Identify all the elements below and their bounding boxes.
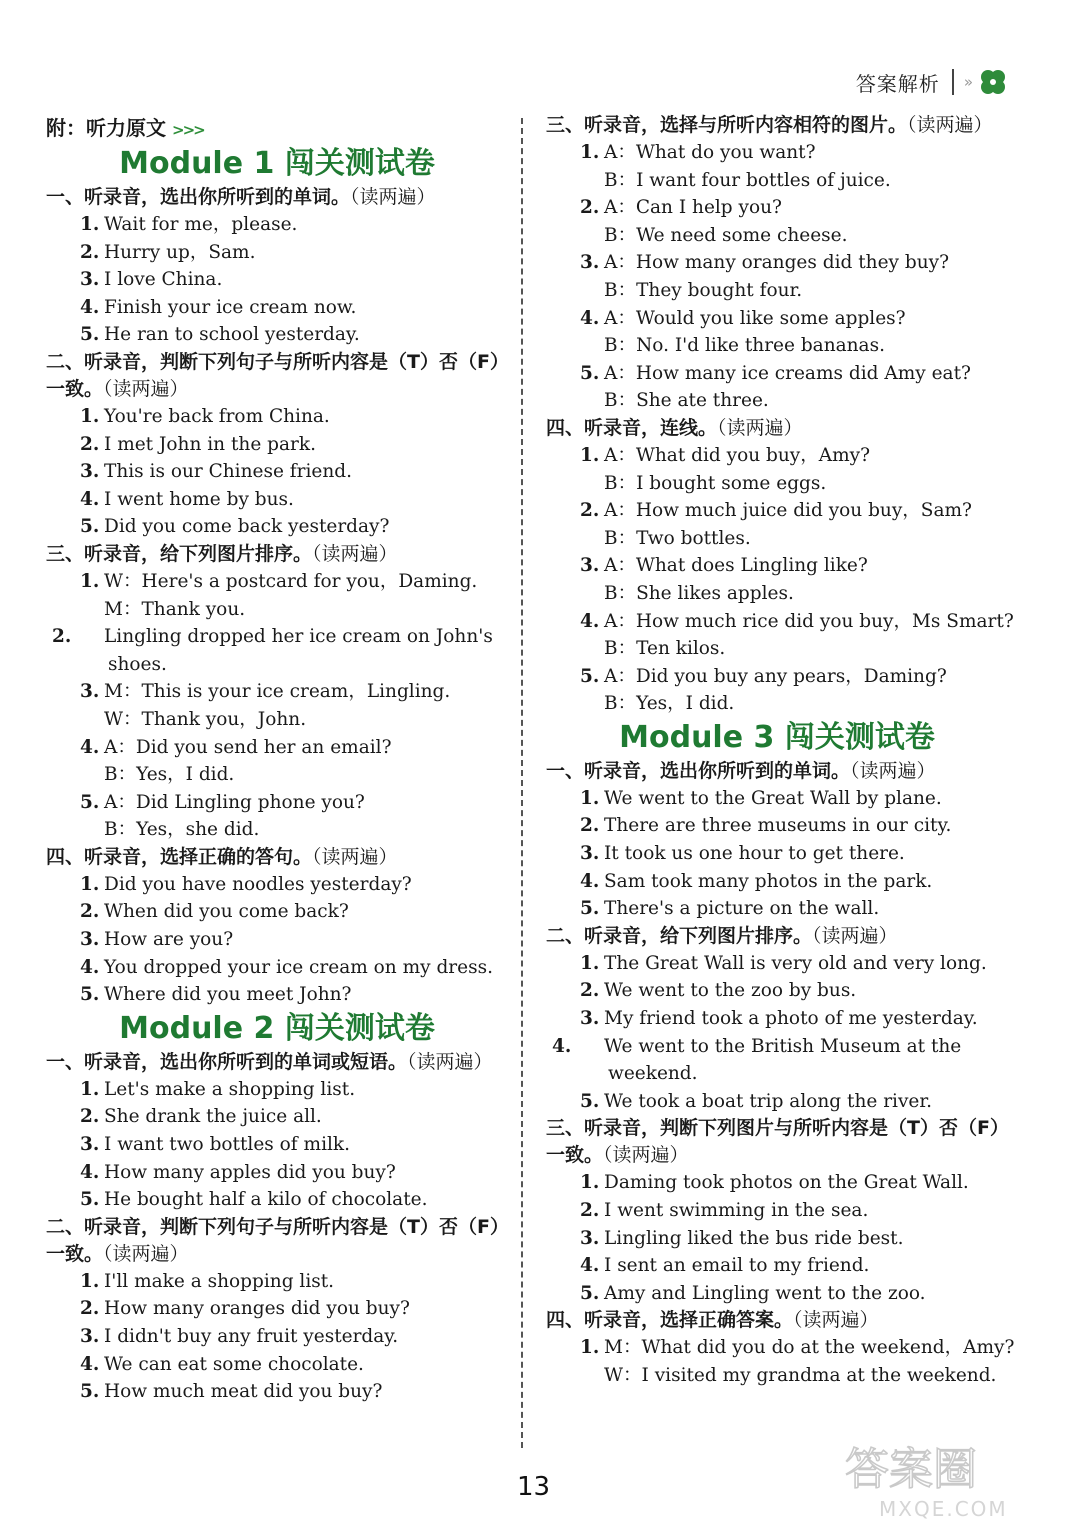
list-item: 5. We took a boat trip along the river. bbox=[580, 1090, 933, 1112]
list-item: 2. There are three museums in our city. bbox=[580, 815, 952, 837]
list-item: 5. Amy and Lingling went to the zoo. bbox=[580, 1282, 926, 1304]
appendix-arrows-icon: >>> bbox=[172, 121, 204, 139]
section-heading: 四、听录音，选择正确答案。（读两遍） bbox=[546, 1309, 879, 1332]
watermark-main: 答案圈 bbox=[845, 1444, 977, 1495]
list-item: 5. He bought half a kilo of chocolate. bbox=[80, 1189, 428, 1211]
section-heading: 一、听录音，选出你所听到的单词。（读两遍） bbox=[546, 759, 936, 782]
list-item: 2. A：Can I help you? bbox=[580, 197, 782, 219]
list-item: 2. When did you come back? bbox=[80, 901, 349, 923]
list-item: 5. A：Did Lingling phone you? bbox=[80, 791, 365, 813]
dialogue-line: B：Yes，I did. bbox=[604, 693, 735, 715]
list-item: 1. You're back from China. bbox=[80, 405, 330, 427]
list-item: 4. How many apples did you buy? bbox=[80, 1161, 396, 1183]
dialogue-line: B：No. I'd like three bananas. bbox=[604, 335, 885, 357]
list-item: 1. W：Here's a postcard for you，Daming. bbox=[80, 570, 478, 592]
list-item: 2. She drank the juice all. bbox=[80, 1106, 322, 1128]
list-item: 4. A：Did you send her an email? bbox=[80, 736, 392, 758]
list-item: 1. A：What did you buy，Amy? bbox=[580, 444, 870, 466]
list-item: 1. I'll make a shopping list. bbox=[80, 1270, 335, 1292]
list-item: 2. Hurry up，Sam. bbox=[80, 241, 256, 263]
section-heading: 四、听录音，选择正确的答句。（读两遍） bbox=[46, 845, 398, 868]
list-item: 4. Finish your ice cream now. bbox=[80, 296, 357, 318]
section-heading: 一、听录音，选出你所听到的单词。（读两遍） bbox=[46, 186, 436, 208]
section-heading: 二、听录音，判断下列句子与所听内容是（T）否（F）一致。（读两遍） bbox=[46, 350, 500, 400]
watermark-logo bbox=[839, 1434, 1039, 1524]
list-item: 3. I didn't buy any fruit yesterday. bbox=[80, 1326, 399, 1347]
module-1-title: Module 1 闯关测试卷 bbox=[119, 146, 435, 181]
list-item: 3. It took us one hour to get there. bbox=[580, 843, 905, 865]
clover-logo-icon bbox=[977, 66, 1009, 98]
list-item: 1. A：What do you want? bbox=[580, 142, 816, 163]
list-item: 3. A：How many oranges did they buy? bbox=[580, 252, 949, 274]
list-item: 3. How are you? bbox=[80, 929, 234, 951]
section-heading: 四、听录音，连线。（读两遍） bbox=[546, 416, 803, 439]
section-heading: 一、听录音，选出你所听到的单词或短语。（读两遍） bbox=[46, 1050, 493, 1073]
list-item: 5. He ran to school yesterday. bbox=[80, 324, 360, 346]
header-title: 答案解析 bbox=[855, 71, 940, 96]
column-divider bbox=[521, 118, 523, 1448]
module-2-title: Module 2 闯关测试卷 bbox=[119, 1010, 435, 1046]
list-item: 4. I sent an email to my friend. bbox=[580, 1255, 870, 1277]
list-item: 1. The Great Wall is very old and very long. bbox=[580, 952, 987, 974]
list-item: 1. Let's make a shopping list. bbox=[80, 1078, 356, 1100]
list-item: 3. This is our Chinese friend. bbox=[80, 461, 352, 483]
list-item: 3. I want two bottles of milk. bbox=[80, 1134, 350, 1156]
dialogue-line: B：I bought some eggs. bbox=[604, 472, 827, 494]
list-item: 4. A：How much rice did you buy，Ms Smart? bbox=[580, 610, 1014, 632]
list-item: 4. We went to the British Museum at the weekend. bbox=[552, 1035, 962, 1085]
list-item: 4. A：Would you like some apples? bbox=[580, 307, 906, 329]
list-item: 2. How many oranges did you buy? bbox=[80, 1298, 410, 1320]
section-heading: 二、听录音，判断下列句子与所听内容是（T）否（F）一致。（读两遍） bbox=[46, 1215, 500, 1265]
section-heading: 三、听录音，判断下列图片与所听内容是（T）否（F）一致。（读两遍） bbox=[546, 1117, 1000, 1167]
list-item: 3. My friend took a photo of me yesterday. bbox=[580, 1008, 978, 1030]
dialogue-line: W：I visited my grandma at the weekend. bbox=[604, 1364, 997, 1386]
watermark-sub: MXQE.COM bbox=[879, 1497, 1008, 1521]
header-arrows: » bbox=[963, 73, 973, 91]
dialogue-line: B：Yes，I did. bbox=[104, 764, 235, 786]
section-heading: 三、听录音，选择与所听内容相符的图片。（读两遍） bbox=[546, 114, 993, 136]
list-item: 4. We can eat some chocolate. bbox=[80, 1353, 364, 1375]
appendix-heading bbox=[46, 112, 508, 144]
list-item: 1. We went to the Great Wall by plane. bbox=[580, 787, 942, 809]
list-item: 5. A：How many ice creams did Amy eat? bbox=[580, 362, 971, 384]
list-item: 2. We went to the zoo by bus. bbox=[580, 980, 857, 1002]
list-item: 3. A：What does Lingling like? bbox=[580, 555, 868, 577]
dialogue-line: W：Thank you，John. bbox=[104, 708, 307, 730]
dialogue-line: B：Yes，she did. bbox=[104, 819, 260, 841]
header-divider bbox=[952, 69, 954, 95]
list-item: 3. M：This is your ice cream，Lingling. bbox=[80, 681, 451, 703]
left-column bbox=[46, 112, 508, 1406]
dialogue-line: B：Two bottles. bbox=[604, 527, 751, 549]
list-item: 3. Lingling liked the bus ride best. bbox=[580, 1227, 904, 1249]
list-item: 4. Sam took many photos in the park. bbox=[580, 870, 933, 892]
list-item: 2. A：How much juice did you buy，Sam? bbox=[580, 500, 972, 522]
list-item: 1. Daming took photos on the Great Wall. bbox=[580, 1172, 969, 1194]
page-header bbox=[856, 62, 1009, 102]
list-item: 3. I love China. bbox=[80, 269, 223, 291]
list-item: 1. M：What did you do at the weekend，Amy? bbox=[580, 1337, 1015, 1359]
module-3-title: Module 3 闯关测试卷 bbox=[619, 719, 935, 755]
list-item: 1. Did you have noodles yesterday? bbox=[80, 873, 412, 895]
dialogue-line: B：I want four bottles of juice. bbox=[604, 169, 891, 191]
appendix-label: 附：听力原文 bbox=[46, 116, 166, 140]
list-item: 5. A：Did you buy any pears，Daming? bbox=[580, 665, 947, 687]
dialogue-line: B：Ten kilos. bbox=[604, 638, 726, 660]
list-item: 5. How much meat did you buy? bbox=[80, 1381, 383, 1403]
dialogue-line: B：We need some cheese. bbox=[604, 224, 848, 246]
list-item: 1. Wait for me，please. bbox=[80, 214, 298, 235]
dialogue-line: M：Thank you. bbox=[104, 598, 246, 620]
section-heading: 三、听录音，给下列图片排序。（读两遍） bbox=[46, 542, 398, 565]
page-number: 13 bbox=[516, 1472, 551, 1502]
right-column bbox=[546, 112, 1015, 1390]
list-item: 5. Where did you meet John? bbox=[80, 984, 352, 1006]
list-item: 5. Did you come back yesterday? bbox=[80, 516, 390, 538]
section-heading: 二、听录音，给下列图片排序。（读两遍） bbox=[546, 924, 898, 947]
list-item: 4. You dropped your ice cream on my dress. bbox=[80, 956, 493, 978]
list-item: 4. I went home by bus. bbox=[80, 488, 294, 510]
list-item: 5. There's a picture on the wall. bbox=[580, 898, 880, 920]
list-item: 2. I went swimming in the sea. bbox=[580, 1200, 869, 1221]
dialogue-line: B：She likes apples. bbox=[604, 582, 794, 604]
dialogue-line: B：She ate three. bbox=[604, 390, 769, 412]
list-item: 2. Lingling dropped her ice cream on John's shoes. bbox=[52, 626, 493, 675]
dialogue-line: B：They bought four. bbox=[604, 279, 803, 301]
list-item: 2. I met John in the park. bbox=[80, 433, 316, 455]
